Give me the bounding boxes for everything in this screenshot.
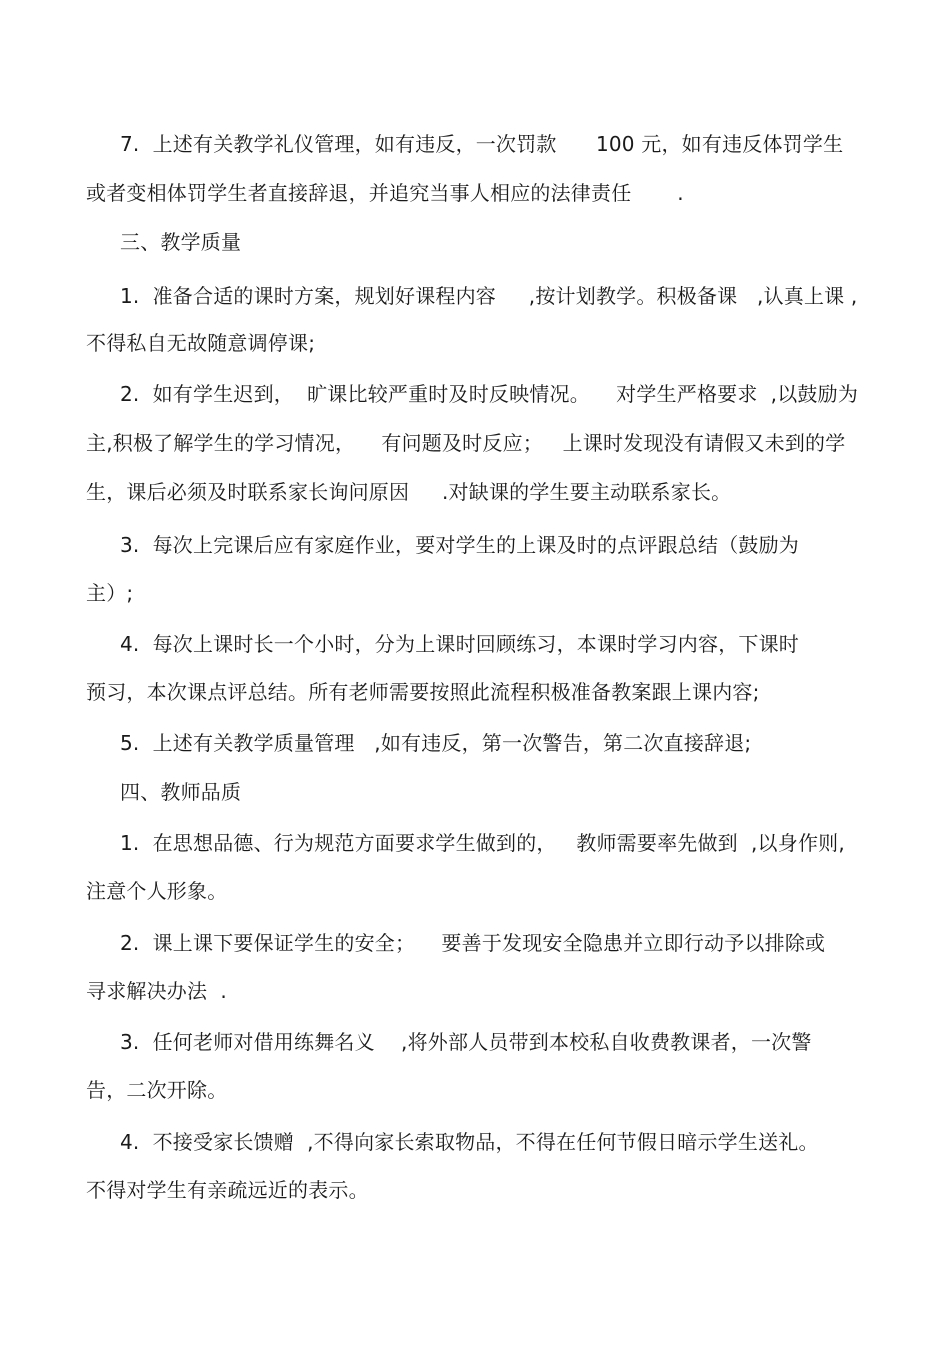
paragraph-line: 告，二次开除。 bbox=[86, 1078, 228, 1102]
paragraph-line: 主,积极了解学生的学习情况， 有问题及时反应； 上课时发现没有请假又未到的学 bbox=[86, 431, 846, 455]
paragraph-line: 2. 如有学生迟到， 旷课比较严重时及时反映情况。 对学生严格要求 ,以鼓励为 bbox=[120, 382, 859, 406]
paragraph-line: 7. 上述有关教学礼仪管理，如有违反，一次罚款 100 元，如有违反体罚学生 bbox=[120, 132, 844, 156]
paragraph-line: 3. 每次上完课后应有家庭作业，要对学生的上课及时的点评跟总结（鼓励为 bbox=[120, 533, 799, 557]
paragraph-line: 1. 在思想品德、行为规范方面要求学生做到的， 教师需要率先做到 ,以身作则, bbox=[120, 831, 845, 855]
section-heading-teacher-quality: 四、教师品质 bbox=[120, 780, 242, 804]
paragraph-line: 2. 课上课下要保证学生的安全； 要善于发现安全隐患并立即行动予以排除或 bbox=[120, 931, 826, 955]
paragraph-line: 5. 上述有关教学质量管理 ,如有违反，第一次警告，第二次直接辞退; bbox=[120, 731, 752, 755]
paragraph-line: 注意个人形象。 bbox=[86, 879, 228, 903]
section-heading-teaching-quality: 三、教学质量 bbox=[120, 230, 242, 254]
paragraph-line: 4. 不接受家长馈赠 ,不得向家长索取物品，不得在任何节假日暗示学生送礼。 bbox=[120, 1130, 819, 1154]
paragraph-line: 4. 每次上课时长一个小时，分为上课时回顾练习，本课时学习内容，下课时 bbox=[120, 632, 799, 656]
paragraph-line: 3. 任何老师对借用练舞名义 ,将外部人员带到本校私自收费教课者，一次警 bbox=[120, 1030, 812, 1054]
paragraph-line: 主）; bbox=[86, 581, 134, 605]
paragraph-line: 1. 准备合适的课时方案，规划好课程内容 ,按计划教学。积极备课 ,认真上课 , bbox=[120, 284, 858, 308]
paragraph-line: 生，课后必须及时联系家长询问原因 .对缺课的学生要主动联系家长。 bbox=[86, 480, 732, 504]
paragraph-line: 寻求解决办法 . bbox=[86, 979, 227, 1003]
paragraph-line: 或者变相体罚学生者直接辞退，并追究当事人相应的法律责任 . bbox=[86, 181, 684, 205]
paragraph-line: 预习，本次课点评总结。所有老师需要按照此流程积极准备教案跟上课内容; bbox=[86, 680, 760, 704]
paragraph-line: 不得私自无故随意调停课; bbox=[86, 331, 316, 355]
paragraph-line: 不得对学生有亲疏远近的表示。 bbox=[86, 1178, 369, 1202]
